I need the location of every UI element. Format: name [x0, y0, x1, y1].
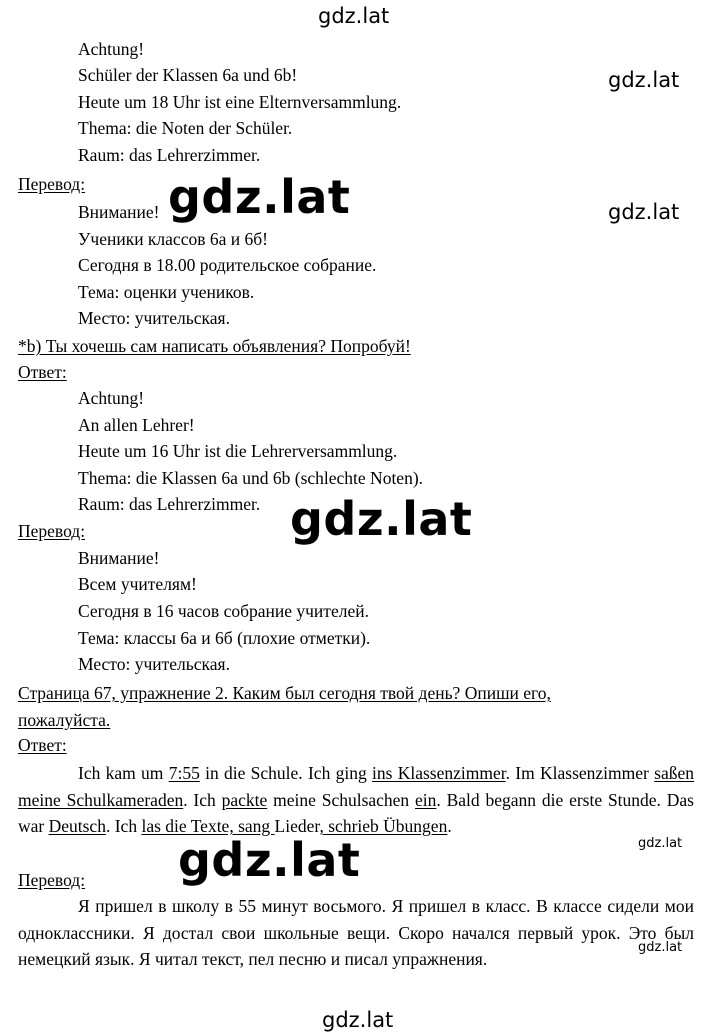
translation-line: Тема: классы 6а и 6б (плохие отметки).	[78, 628, 371, 648]
underlined-run: packte	[221, 789, 268, 810]
answer-line: Raum: das Lehrerzimmer.	[78, 494, 261, 514]
answer-line: Heute um 16 Uhr ist die Lehrerversammlung.	[78, 441, 398, 461]
announcement-line: Raum: das Lehrerzimmer.	[78, 145, 261, 165]
answer-heading: Ответ:	[18, 735, 67, 755]
text-run: in die Schule. Ich ging	[199, 763, 373, 783]
text-run: meine Schulsachen	[267, 789, 416, 810]
translation-text: Я пришел в школу в 55 минут восьмого. Я пришел в класс. В классе сидели мои одноклассники. Я достал свои школьные вещи. Скоро начался первый урок. Это был немецкий язык. Я читал текст, пел песню и писал упражнения.	[18, 896, 694, 969]
watermark-big-3: gdz.lat	[178, 833, 361, 887]
answer-line: An allen Lehrer!	[78, 415, 195, 435]
text-run: .	[447, 816, 452, 836]
translation-line: Сегодня в 16 часов собрание учителей.	[78, 601, 369, 621]
translation-line: Тема: оценки учеников.	[78, 282, 255, 302]
watermark-top: gdz.lat	[318, 4, 390, 28]
translation-line: Внимание!	[78, 548, 160, 568]
task-2-heading	[18, 680, 694, 733]
text-run: . Ich	[183, 789, 222, 810]
watermark-right-2: gdz.lat	[608, 200, 680, 224]
translation-heading: Перевод:	[18, 870, 86, 890]
answer-line: Thema: die Klassen 6a und 6b (schlechte Noten).	[78, 468, 424, 488]
underlined-run: , schrieb Übungen	[319, 816, 448, 836]
underlined-run: saßen meine Schulkameraden	[18, 763, 695, 810]
underlined-run: ins Klassenzimmer	[372, 763, 506, 783]
translation-heading: Перевод:	[18, 174, 86, 194]
announcement-line: Schüler der Klassen 6a und 6b!	[78, 65, 298, 85]
watermark-big-2: gdz.lat	[290, 492, 473, 546]
text-run: . Im Klassenzimmer	[505, 763, 655, 783]
underlined-run: Deutsch	[48, 816, 106, 836]
answer-line: Achtung!	[78, 388, 145, 408]
watermark-right-1: gdz.lat	[608, 68, 680, 92]
watermark-bottom: gdz.lat	[322, 1008, 394, 1032]
underlined-run: ein	[415, 789, 437, 810]
task-2-heading-line-1: Страница 67, упражнение 2. Каким был сегодня твой день? Опиши его,	[18, 683, 551, 703]
announcement-line: Heute um 18 Uhr ist eine Elternversammlung.	[78, 92, 402, 112]
translation-paragraph	[18, 893, 694, 973]
answer-paragraph	[18, 760, 694, 840]
text-run: Ich kam um	[78, 763, 169, 783]
announcement-line: Thema: die Noten der Schüler.	[78, 118, 293, 138]
text-run: . Ich	[105, 816, 142, 836]
announcement-line: Achtung!	[78, 39, 145, 59]
watermark-small-1: gdz.lat	[638, 836, 683, 851]
watermark-small-2: gdz.lat	[638, 940, 683, 955]
translation-heading: Перевод:	[18, 521, 86, 541]
text-run: Lieder	[274, 816, 320, 836]
answer-heading: Ответ:	[18, 362, 67, 382]
underlined-run: las die Texte, sang	[141, 816, 275, 836]
text-run: . Bald begann die erste Stunde. Das war	[18, 789, 694, 836]
translation-line: Место: учительская.	[78, 308, 230, 328]
translation-line: Всем учителям!	[78, 574, 197, 594]
underlined-run: 7:55	[168, 763, 200, 783]
translation-line: Ученики классов 6а и 6б!	[78, 229, 268, 249]
task-2-heading-line-2: пожалуйста.	[18, 709, 111, 730]
translation-line: Сегодня в 18.00 родительское собрание.	[78, 255, 377, 275]
translation-line: Внимание!	[78, 202, 160, 222]
translation-line: Место: учительская.	[78, 654, 230, 674]
task-b-heading: *b) Ты хочешь сам написать объявления? Попробуй!	[18, 336, 411, 356]
watermark-big-1: gdz.lat	[168, 170, 351, 224]
